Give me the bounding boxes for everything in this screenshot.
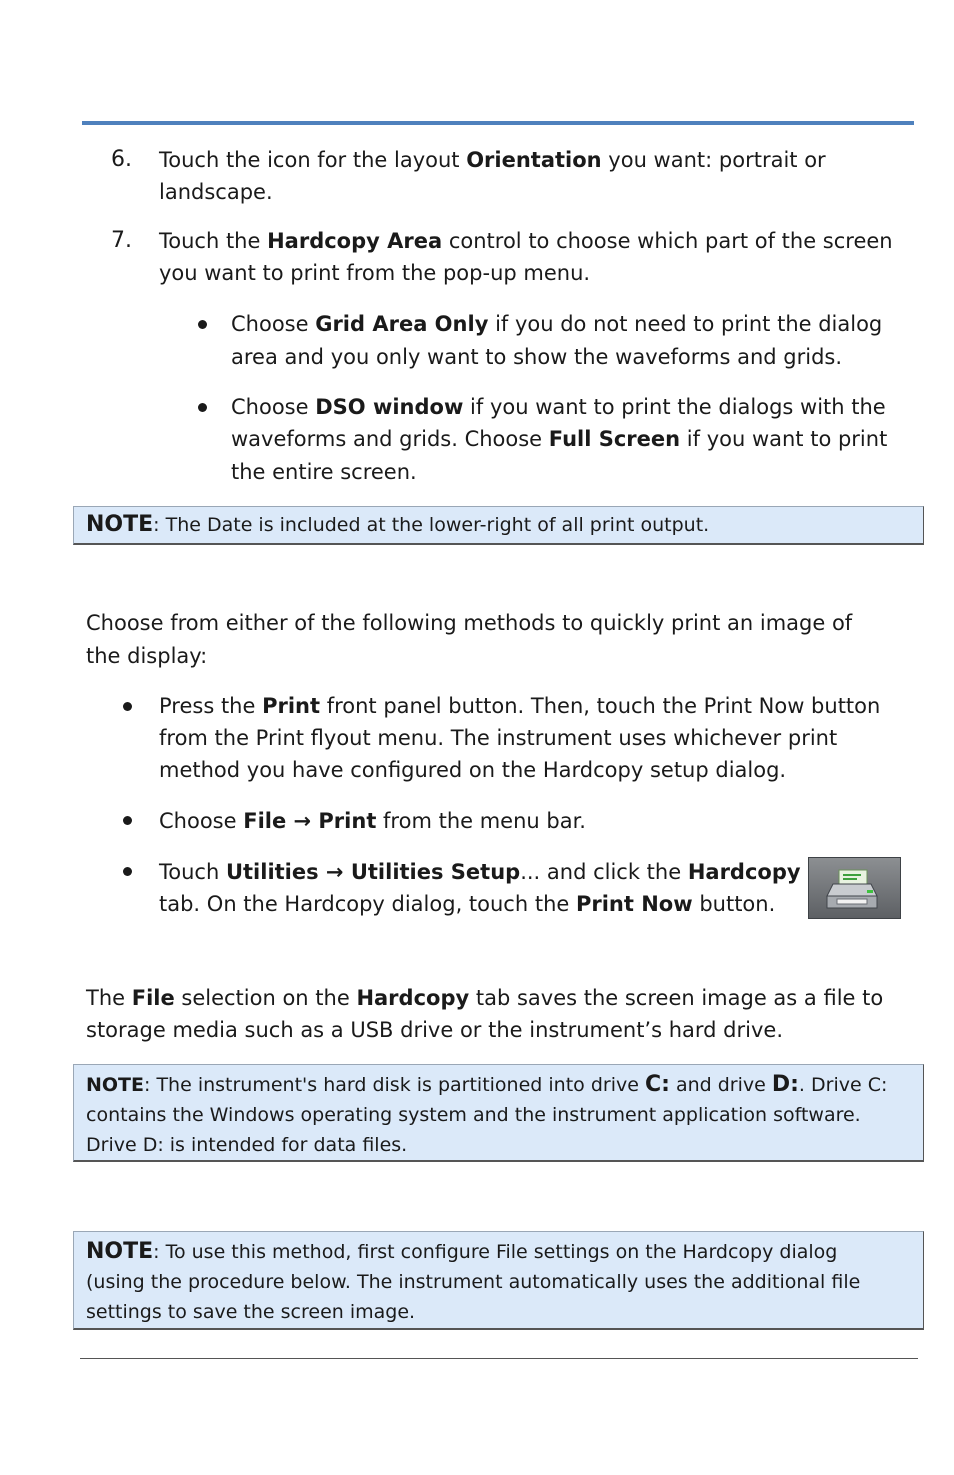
bullet-icon (198, 403, 207, 412)
bullet-text: Choose File → Print from the menu bar. (159, 809, 586, 833)
header-rule (82, 121, 914, 125)
bullet-text: area and you only want to show the waveforms and grids. (231, 345, 843, 369)
footer-rule (80, 1358, 918, 1359)
paragraph: the display: (86, 644, 208, 668)
note-text: NOTE: The instrument's hard disk is partitioned into drive C: and drive D:. Drive C: (86, 1072, 888, 1097)
bullet-text: waveforms and grids. Choose Full Screen if you want to print (231, 427, 888, 451)
step-number: 7. (111, 228, 132, 253)
note-text: (using the procedure below. The instrument automatically uses the additional file (86, 1271, 861, 1293)
paragraph: Choose from either of the following methods to quickly print an image of (86, 611, 853, 635)
bullet-text: tab. On the Hardcopy dialog, touch the Print Now button. (159, 892, 776, 916)
bullet-icon (198, 320, 207, 329)
paragraph: The File selection on the Hardcopy tab saves the screen image as a file to (86, 986, 884, 1010)
printer-icon (808, 857, 901, 919)
bullet-text: Choose DSO window if you want to print the dialogs with the (231, 395, 886, 419)
step-text: Touch the icon for the layout Orientation you want: portrait or (159, 148, 826, 172)
note-text: settings to save the screen image. (86, 1301, 416, 1323)
note-box (73, 1231, 924, 1330)
bullet-text: Touch Utilities → Utilities Setup... and click the Hardcopy (159, 860, 801, 884)
note-text: contains the Windows operating system and the instrument application software. (86, 1104, 861, 1126)
note-text: Drive D: is intended for data files. (86, 1134, 408, 1156)
note-box (73, 506, 924, 545)
step-number: 6. (111, 147, 132, 172)
note-text: NOTE: To use this method, first configure File settings on the Hardcopy dialog (86, 1239, 838, 1264)
bullet-icon (123, 867, 132, 876)
step-text: landscape. (159, 180, 273, 204)
bullet-text: Press the Print front panel button. Then, touch the Print Now button (159, 694, 881, 718)
step-text: you want to print from the pop-up menu. (159, 261, 591, 285)
bullet-icon (123, 702, 132, 711)
step-text: Touch the Hardcopy Area control to choose which part of the screen (159, 229, 893, 253)
bullet-icon (123, 816, 132, 825)
note-box (73, 1064, 924, 1162)
bullet-text: Choose Grid Area Only if you do not need to print the dialog (231, 312, 883, 336)
bullet-text: method you have configured on the Hardcopy setup dialog. (159, 758, 787, 782)
note-text: NOTE: The Date is included at the lower-right of all print output. (86, 512, 710, 537)
paragraph: storage media such as a USB drive or the instrument’s hard drive. (86, 1018, 783, 1042)
bullet-text: the entire screen. (231, 460, 417, 484)
bullet-text: from the Print flyout menu. The instrument uses whichever print (159, 726, 838, 750)
